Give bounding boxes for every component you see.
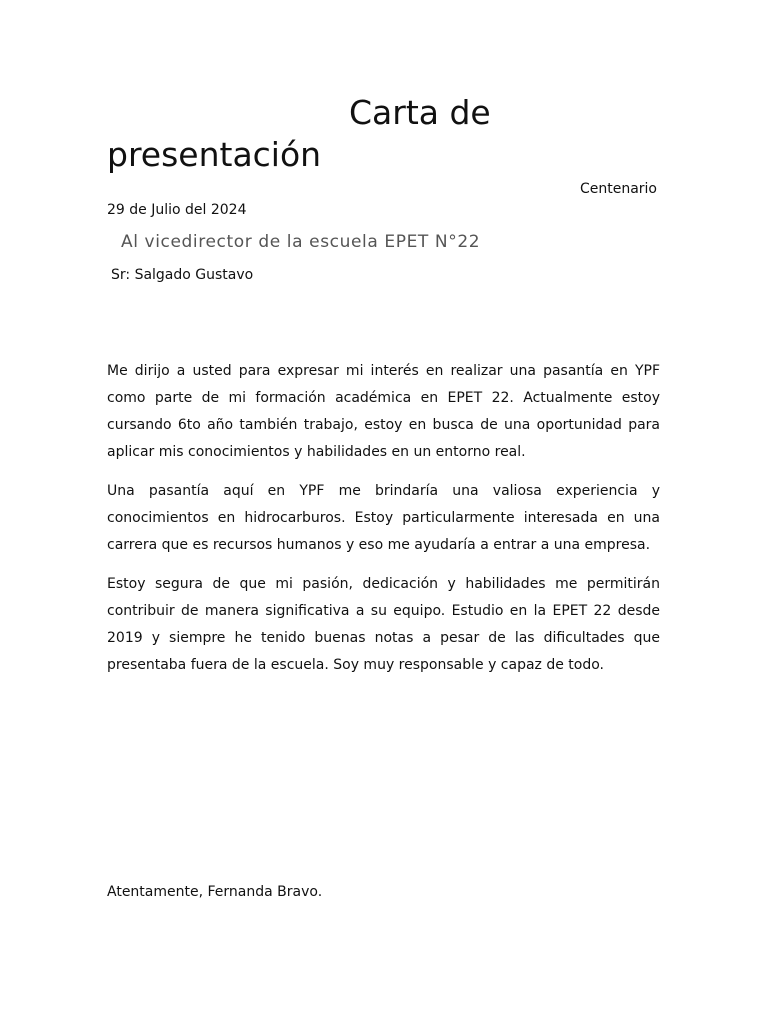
body-paragraph: Me dirijo a usted para expresar mi interés en realizar una pasantía en YPF como parte de mi formación académica en EPET 22. Actualmente estoy cursando 6to año también trabajo, estoy en busca de una oportunidad para aplicar mis conocimientos y habilidades en un entorno real. [107,363,660,460]
letter-title: Carta de presentación [107,93,491,174]
letter-closing: Atentamente, Fernanda Bravo. [107,884,323,900]
letter-salutation: Sr: Salgado Gustavo [111,267,254,283]
letter-date: 29 de Julio del 2024 [107,202,247,218]
body-paragraph: Estoy segura de que mi pasión, dedicación y habilidades me permitirán contribuir de manera significativa a su equipo. Estudio en la EPET 22 desde 2019 y siempre he tenido buenas notas a pesar de las dificultades que presentaba fuera de la escuela. Soy muy responsable y capaz de todo. [107,576,660,673]
letter-recipient: Al vicedirector de la escuela EPET N°22 [121,232,481,252]
letter-place: Centenario [579,181,657,197]
letter-body [107,358,660,691]
body-paragraph: Una pasantía aquí en YPF me brindaría una valiosa experiencia y conocimientos en hidrocarburos. Estoy particularmente interesada en una carrera que es recursos humanos y eso me ayudaría a entrar a una empresa. [107,483,660,553]
